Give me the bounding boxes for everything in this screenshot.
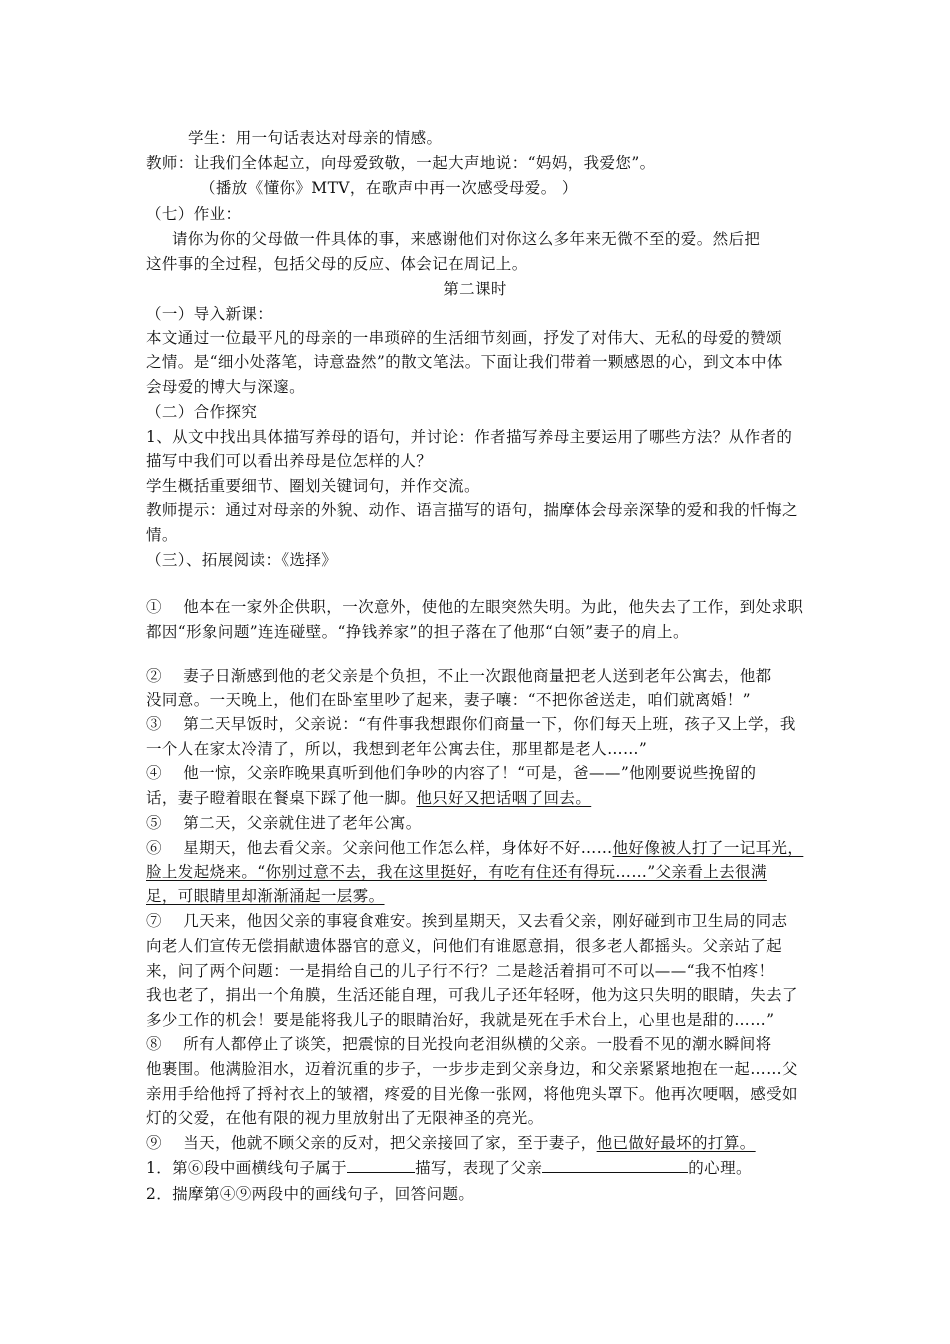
- underlined-sentence: 他只好又把话咽了回去。: [416, 789, 592, 807]
- section-heading: （三）、拓展阅读：《选择》: [146, 551, 338, 569]
- text-line: [146, 788, 826, 808]
- text-plain: 1．第⑥段中画横线句子属于: [146, 1159, 348, 1177]
- text-line: 学生概括重要细节、圈划关键词句，并作交流。: [146, 477, 480, 495]
- text-line: 来，问了两个问题：一是捐给自己的儿子行不行？二是趁活着捐可不可以——“我不怕疼！: [146, 962, 775, 980]
- answer-blank[interactable]: [347, 1158, 415, 1173]
- paragraph-8: ⑧ 所有人都停止了谈笑，把震惊的目光投向老泪纵横的父亲。一股看不见的潮水瞬间将: [146, 1035, 772, 1053]
- text-line: 1、从文中找出具体描写养母的语句，并讨论：作者描写养母主要运用了哪些方法？从作者的: [146, 428, 793, 446]
- question-2: 2．揣摩第④⑨两段中的画线句子，回答问题。: [146, 1185, 475, 1203]
- lesson-title: 第二课时: [443, 280, 507, 298]
- underlined-sentence: 足，可眼睛里却渐渐涌起一层雾。: [146, 887, 385, 905]
- text-line: 灯的父爱，在他有限的视力里放射出了无限神圣的亮光。: [146, 1109, 544, 1127]
- text-line: （播放《懂你》MTV，在歌声中再一次感受母爱。 ）: [200, 179, 578, 197]
- text-line: [146, 886, 826, 906]
- text-line: 请你为你的父母做一件具体的事，来感谢他们对你这么多年来无微不至的爱。然后把: [172, 230, 761, 248]
- text-line: 学生：用一句话表达对母亲的情感。: [188, 129, 443, 147]
- text-plain: ⑨ 当天，他就不顾父亲的反对，把父亲接回了家，至于妻子，: [146, 1134, 597, 1152]
- paragraph-4: ④ 他一惊，父亲昨晚果真听到他们争吵的内容了！“可是，爸——”他刚要说些挽留的: [146, 764, 757, 782]
- text-line: 向老人们宣传无偿捐献遗体器官的意义，问他们有谁愿意捐，很多老人都摇头。父亲站了起: [146, 937, 783, 955]
- paragraph-7: ⑦ 几天来，他因父亲的事寝食难安。挨到星期天，又去看父亲，刚好碰到市卫生局的同志: [146, 912, 788, 930]
- text-line: 之情。是“细小处落笔，诗意盎然”的散文笔法。下面让我们带着一颗感恩的心，到文本中体: [146, 353, 783, 371]
- text-line: 多少工作的机会！要是能将我儿子的眼睛治好，我就是死在手术台上，心里也是甜的……”: [146, 1011, 775, 1029]
- text-line: 本文通过一位最平凡的母亲的一串琐碎的生活细节刻画，抒发了对伟大、无私的母爱的赞颂: [146, 329, 783, 347]
- text-line: [146, 862, 826, 882]
- text-line: 一个人在家太冷清了，所以，我想到老年公寓去住，那里都是老人……”: [146, 740, 648, 758]
- text-line: 这件事的全过程，包括父母的反应、体会记在周记上。: [146, 255, 528, 273]
- text-line: 他裹围。他满脸泪水，迈着沉重的步子，一步步走到父亲身边，和父亲紧紧地抱在一起……父: [146, 1060, 798, 1078]
- section-heading: （一）导入新课：: [146, 305, 274, 323]
- paragraph-3: ③ 第二天早饭时，父亲说：“有件事我想跟你们商量一下，你们每天上班，孩子又上学，我: [146, 715, 796, 733]
- text-line: 描写中我们可以看出养母是位怎样的人？: [146, 452, 433, 470]
- section-heading: （七）作业：: [146, 205, 242, 223]
- text-line: 亲用手给他捋了捋衬衣上的皱褶，疼爱的目光像一张网，将他兜头罩下。他再次哽咽，感受如: [146, 1085, 798, 1103]
- text-line: 教师：让我们全体起立，向母爱致敬，一起大声地说：“妈妈，我爱您”。: [146, 154, 656, 172]
- paragraph-9: [146, 1133, 826, 1153]
- section-heading: （二）合作探究: [146, 403, 258, 421]
- text-plain: 的心理。: [688, 1159, 752, 1177]
- underlined-sentence: 他已做好最坏的打算。: [596, 1134, 756, 1152]
- answer-blank[interactable]: [542, 1158, 688, 1173]
- text-line: 我也老了，捐出一个角膜，生活还能自理，可我儿子还年轻呀，他为这只失明的眼睛，失去了: [146, 986, 798, 1004]
- text-plain: 话，妻子瞪着眼在餐桌下踩了他一脚。: [146, 789, 417, 807]
- text-line: 没同意。一天晚上，他们在卧室里吵了起来，妻子嚷：“不把你爸送走，咱们就离婚！”: [146, 691, 751, 709]
- text-line: 教师提示：通过对母亲的外貌、动作、语言描写的语句，揣摩体会母亲深挚的爱和我的忏悔之: [146, 501, 798, 519]
- text-line: 都因“形象问题”连连碰壁。“挣钱养家”的担子落在了他那“白领”妻子的肩上。: [146, 623, 689, 641]
- paragraph-6: [146, 838, 826, 858]
- paragraph-5: ⑤ 第二天，父亲就住进了老年公寓。: [146, 814, 422, 832]
- text-line: 会母爱的博大与深邃。: [146, 378, 306, 396]
- question-1: [146, 1158, 826, 1178]
- underlined-sentence: 他好像被人打了一记耳光，: [612, 839, 804, 857]
- text-plain: 描写，表现了父亲: [415, 1159, 543, 1177]
- text-line: 情。: [146, 526, 178, 544]
- paragraph-1: ① 他本在一家外企供职，一次意外，使他的左眼突然失明。为此，他失去了工作，到处求职: [146, 598, 804, 616]
- text-plain: ⑥ 星期天，他去看父亲。父亲问他工作怎么样，身体好不好……: [146, 839, 613, 857]
- paragraph-2: ② 妻子日渐感到他的老父亲是个负担，不止一次跟他商量把老人送到老年公寓去，他都: [146, 667, 772, 685]
- underlined-sentence: 脸上发起烧来。“你别过意不去，我在这里挺好，有吃有住还有得玩……”父亲看上去很满: [146, 863, 767, 881]
